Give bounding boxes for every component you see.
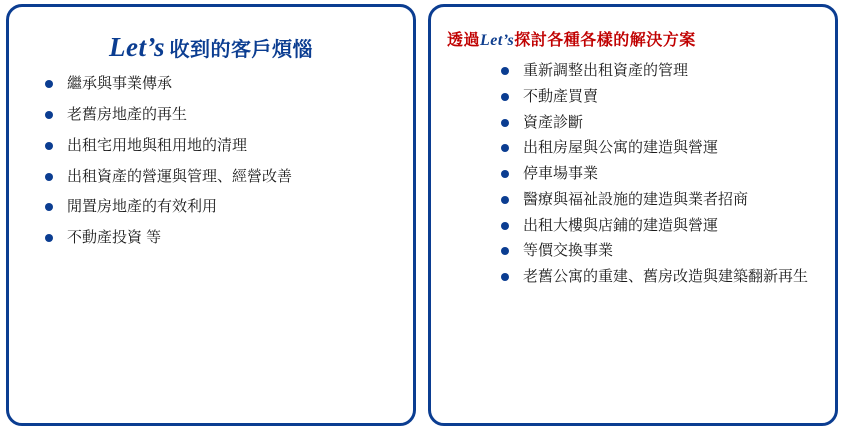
panel-customer-concerns	[6, 4, 416, 426]
solutions-list	[497, 60, 821, 289]
list-item: 停車場事業	[497, 163, 821, 185]
list-item: 不動產投資 等	[41, 227, 399, 249]
list-item: 資產診斷	[497, 112, 821, 134]
list-item: 老舊房地產的再生	[41, 104, 399, 126]
panel-left-title	[23, 31, 399, 63]
list-item: 出租房屋與公寓的建造與營運	[497, 137, 821, 159]
list-item: 出租資產的營運與管理、經營改善	[41, 166, 399, 188]
brand-lets-right: Let’s	[480, 32, 515, 49]
list-item: 不動產買賣	[497, 86, 821, 108]
list-item: 等價交換事業	[497, 240, 821, 262]
list-item: 出租大樓與店鋪的建造與營運	[497, 215, 821, 237]
list-item: 閒置房地產的有效利用	[41, 196, 399, 218]
customer-concerns-list	[41, 73, 399, 249]
list-item: 醫療與福祉設施的建造與業者招商	[497, 189, 821, 211]
panel-right-title-prefix: 透過	[447, 32, 481, 49]
list-item: 重新調整出租資產的管理	[497, 60, 821, 82]
list-item: 繼承與事業傳承	[41, 73, 399, 95]
list-item: 出租宅用地與租用地的清理	[41, 135, 399, 157]
brand-lets-left: Let’s	[109, 32, 166, 62]
panel-right-title-text: 探討各種各樣的解決方案	[514, 32, 696, 49]
list-item: 老舊公寓的重建、舊房改造與建築翻新再生	[497, 266, 821, 289]
panel-right-title	[445, 31, 821, 50]
panel-solutions	[428, 4, 838, 426]
panel-left-title-text: 收到的客戶煩惱	[169, 39, 313, 61]
